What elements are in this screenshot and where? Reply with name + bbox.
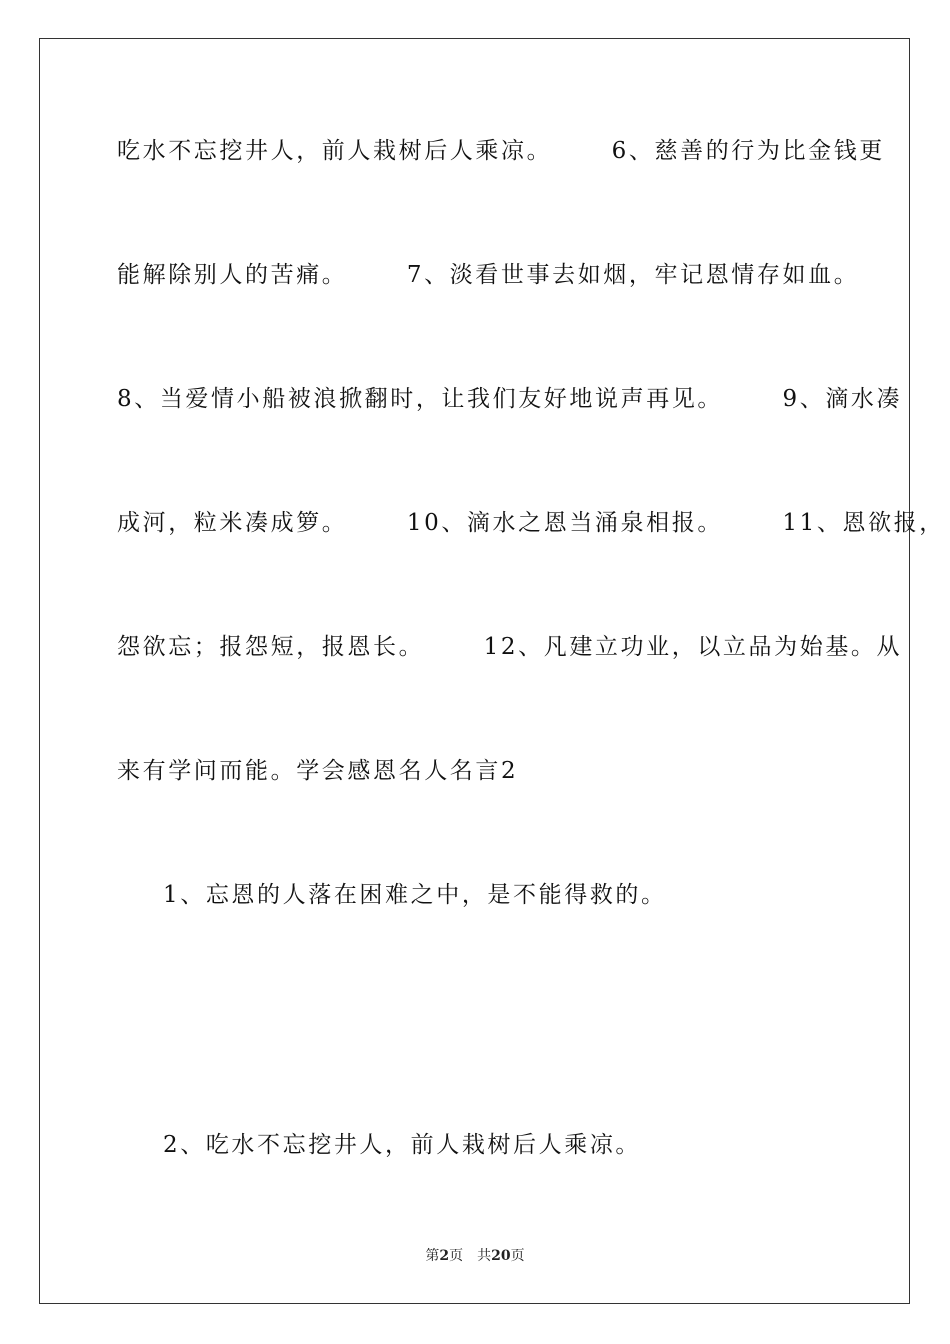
footer-total-pages: 20 (491, 1248, 511, 1264)
body-line-1: 吃水不忘挖井人，前人栽树后人乘凉。 6、慈善的行为比金钱更 (117, 138, 885, 164)
quote-item-1: 1、忘恩的人落在困难之中，是不能得救的。 (163, 882, 667, 908)
body-line-2: 能解除别人的苦痛。 7、淡看世事去如烟，牢记恩情存如血。 (117, 262, 860, 288)
body-line-4: 成河，粒米凑成箩。 10、滴水之恩当涌泉相报。 11、恩欲报， (117, 510, 945, 536)
footer-page-suffix: 页 (449, 1248, 464, 1264)
footer-total-prefix: 共 (477, 1248, 492, 1264)
footer-page-number: 2 (439, 1248, 450, 1264)
page-border (39, 38, 945, 1304)
body-line-3: 8、当爱情小船被浪掀翻时，让我们友好地说声再见。 9、滴水凑 (117, 386, 903, 412)
page-footer (0, 1247, 950, 1265)
body-line-5: 怨欲忘；报怨短，报恩长。 12、凡建立功业，以立品为始基。从 (117, 634, 903, 660)
footer-page-prefix: 第 (425, 1248, 440, 1264)
footer-total-suffix: 页 (510, 1248, 525, 1264)
body-line-6: 来有学问而能。学会感恩名人名言2 (117, 758, 519, 784)
quote-item-2: 2、吃水不忘挖井人，前人栽树后人乘凉。 (163, 1132, 642, 1158)
